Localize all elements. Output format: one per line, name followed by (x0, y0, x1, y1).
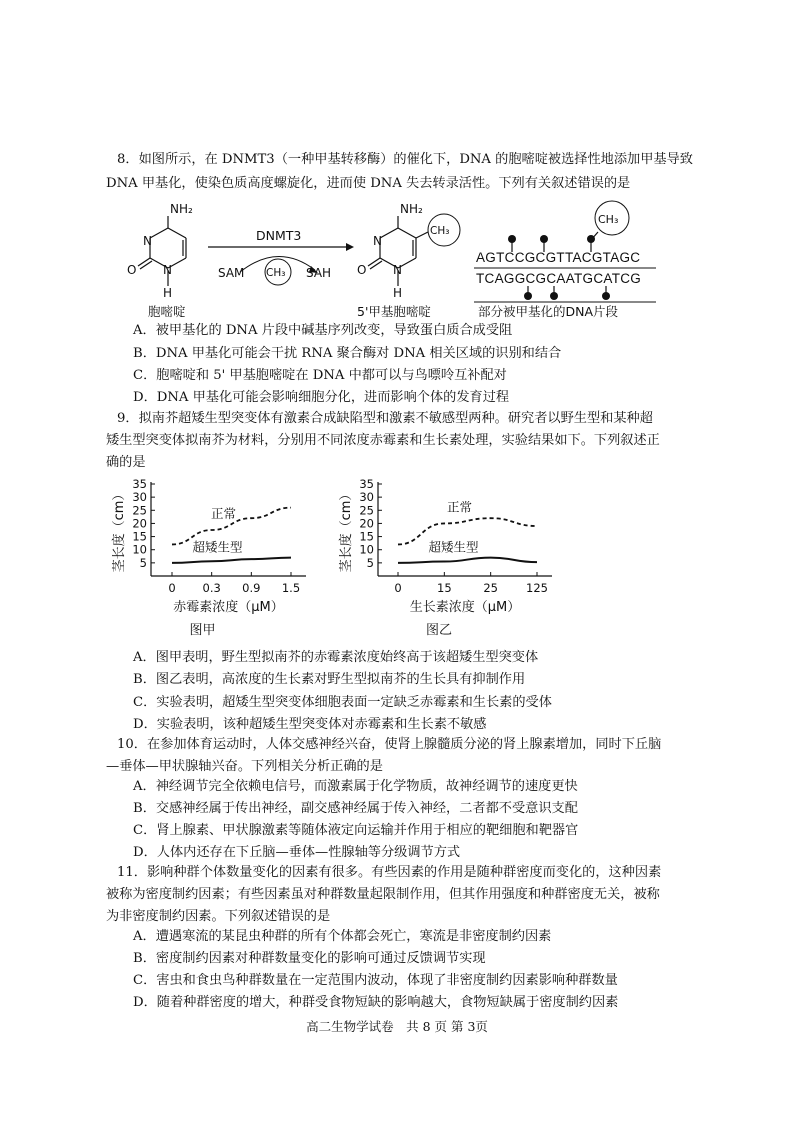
x-axis-label: 赤霉素浓度（μM） (173, 600, 284, 615)
methyl-dot-icon (540, 235, 548, 243)
y-tick-label: 30 (359, 490, 374, 505)
top-methyl-stems (512, 232, 598, 252)
methyl-group-label: CH₃ (430, 225, 450, 237)
ch3-donor-label: CH₃ (266, 267, 286, 279)
y-tick-label: 25 (132, 503, 147, 518)
q10-stem-line2: —垂体—甲状腺轴兴奋。下列相关分析正确的是 (106, 759, 383, 774)
x-tick-label: 0.9 (242, 581, 261, 595)
x-tick-label: 15 (437, 581, 452, 595)
sam-label: SAM (218, 266, 245, 280)
page-footer: 高二生物学试卷 共 8 页 第 3页 (306, 1019, 488, 1034)
q8-stem-line2: DNA 甲基化，使染色质高度螺旋化，进而使 DNA 失去转录活性。下列有关叙述错误的是 (106, 176, 631, 191)
cytosine-n1: N (163, 263, 172, 277)
y-tick-label: 5 (139, 555, 147, 570)
x-tick-label: 125 (526, 581, 548, 595)
chart-yi (338, 477, 552, 638)
q11-option-a: A．遭遇寒流的某昆虫种群的所有个体都会死亡，寒流是非密度制约因素 (133, 929, 552, 944)
y-axis-label: 茎长度（cm） (339, 487, 354, 573)
series-label: 超矮生型 (428, 539, 479, 555)
y-tick-label: 20 (359, 516, 374, 531)
q8-option-d: D．DNA 甲基化可能会影响细胞分化，进而影响个体的发育过程 (133, 390, 510, 405)
y-tick-label: 15 (359, 529, 374, 544)
y-tick-label: 15 (132, 529, 147, 544)
chart-title: 图乙 (425, 623, 453, 638)
methylcytosine-n3: N (373, 234, 382, 248)
y-tick-label: 35 (132, 477, 147, 491)
q11-stem-line2: 被称为密度制约因素；有些因素虽对种群数量起限制作用，但其作用强度和种群密度无关，被称 (106, 887, 660, 902)
x-tick-label: 1.5 (281, 581, 301, 595)
q10-stem-line1: 10．在参加体育运动时，人体交感神经兴奋，使肾上腺髓质分泌的肾上腺素增加，同时下丘脑 (117, 737, 662, 752)
q8-methylation-figure (0, 190, 794, 340)
x-tick-label: 0 (168, 581, 176, 595)
fragment-ch3-label: CH₃ (598, 213, 619, 226)
methylcytosine-label: 5'甲基胞嘧啶 (357, 304, 431, 319)
x-axis-label: 生长素浓度（μM） (409, 600, 521, 615)
q10-option-a: A．神经调节完全依赖电信号，而激素属于化学物质，故神经调节的速度更快 (133, 779, 578, 794)
x-tick-label: 25 (483, 581, 498, 595)
q9-stem-line2: 矮生型突变体拟南芥为材料，分别用不同浓度赤霉素和生长素处理，实验结果如下。下列叙述正 (106, 433, 660, 448)
cytosine-h: H (163, 286, 173, 300)
series-label: 超矮生型 (192, 539, 243, 555)
methylcytosine-h: H (393, 286, 403, 300)
y-tick-label: 25 (359, 503, 374, 518)
series-label: 正常 (446, 499, 473, 515)
q8-stem-line1: 8．如图所示，在 DNMT3（一种甲基转移酶）的催化下，DNA 的胞嘧啶被选择性地添加甲基导致 (117, 152, 693, 167)
enzyme-label: DNMT3 (256, 228, 302, 243)
methyl-dot-icon (508, 235, 516, 243)
q9-option-a: A．图甲表明，野生型拟南芥的赤霉素浓度始终高于该超矮生型突变体 (133, 650, 539, 665)
q11-option-d: D．随着种群密度的增大，种群受食物短缺的影响越大，食物短缺属于密度制约因素 (133, 995, 619, 1010)
x-tick-label: 0.3 (202, 581, 221, 595)
q9-charts (0, 472, 794, 642)
methyl-dot-icon (550, 292, 558, 300)
q10-option-b: B．交感神经属于传出神经，副交感神经属于传入神经，二者都不受意识支配 (133, 801, 578, 816)
cytosine-label: 胞嘧啶 (148, 304, 186, 319)
q9-option-c: C．实验表明，超矮生型突变体细胞表面一定缺乏赤霉素和生长素的受体 (133, 695, 552, 710)
series-label: 正常 (210, 506, 237, 521)
y-tick-label: 5 (366, 555, 374, 570)
sah-label: SAH (306, 266, 332, 280)
methylcytosine-n1: N (393, 263, 402, 277)
q11-stem-line3: 为非密度制约因素。下列叙述错误的是 (106, 909, 331, 924)
series-line-dwarf (172, 558, 291, 563)
series-line-dwarf (398, 558, 537, 563)
q9-option-d: D．实验表明，该种超矮生型突变体对赤霉素和生长素不敏感 (133, 717, 487, 732)
cytosine-n3: N (143, 234, 152, 248)
fragment-label: 部分被甲基化的DNA片段 (478, 304, 619, 319)
q8-option-b: B．DNA 甲基化可能会干扰 RNA 聚合酶对 DNA 相关区域的识别和结合 (133, 346, 562, 361)
y-tick-label: 30 (132, 490, 147, 505)
y-tick-label: 20 (132, 516, 147, 531)
q11-stem-line1: 11．影响种群个体数量变化的因素有很多。有些因素的作用是随种群密度而变化的，这种因素 (117, 865, 662, 880)
y-tick-label: 35 (359, 477, 374, 491)
q9-stem-line3: 确的是 (106, 455, 146, 470)
cytosine-structure (138, 216, 186, 286)
methyl-dot-icon (524, 292, 532, 300)
q9-stem-line1: 9．拟南芥超矮生型突变体有激素合成缺陷型和激素不敏感型两种。研究者以野生型和某种超 (117, 411, 653, 426)
cytosine-nh2: NH₂ (170, 202, 193, 216)
q8-option-a: A．被甲基化的 DNA 片段中碱基序列改变，导致蛋白质合成受阻 (133, 323, 513, 338)
q11-option-b: B．密度制约因素对种群数量变化的影响可通过反馈调节实现 (133, 951, 486, 966)
bottom-methyl-stems (528, 286, 606, 294)
dna-strand-top: AGTCCGCGTTACGTAGC (476, 250, 641, 265)
q11-option-c: C．害虫和食虫鸟种群数量在一定范围内波动，体现了非密度制约因素影响种群数量 (133, 973, 618, 988)
methylcytosine-nh2: NH₂ (400, 202, 423, 216)
dna-strand-bottom: TCAGGCGCAATGCATCG (476, 271, 642, 286)
q9-option-b: B．图乙表明，高浓度的生长素对野生型拟南芥的生长具有抑制作用 (133, 672, 526, 687)
methyl-dot-icon (587, 235, 595, 243)
x-tick-label: 0 (394, 581, 402, 595)
chart-jia (111, 477, 306, 638)
cytosine-oxygen: O (127, 263, 137, 277)
y-tick-label: 10 (132, 542, 147, 557)
q8-option-c: C．胞嘧啶和 5' 甲基胞嘧啶在 DNA 中都可以与鸟嘌呤互补配对 (133, 368, 507, 383)
reaction-arrow-icon (346, 243, 354, 251)
methyl-dot-icon (602, 292, 610, 300)
q10-option-c: C．肾上腺素、甲状腺激素等随体液定向运输并作用于相应的靶细胞和靶器官 (133, 823, 579, 838)
y-tick-label: 10 (359, 542, 374, 557)
q10-option-d: D．人体内还存在下丘脑—垂体—性腺轴等分级调节方式 (133, 845, 461, 860)
chart-title: 图甲 (189, 623, 216, 638)
y-axis-label: 茎长度（cm） (112, 487, 127, 573)
methylcytosine-oxygen: O (357, 263, 367, 277)
